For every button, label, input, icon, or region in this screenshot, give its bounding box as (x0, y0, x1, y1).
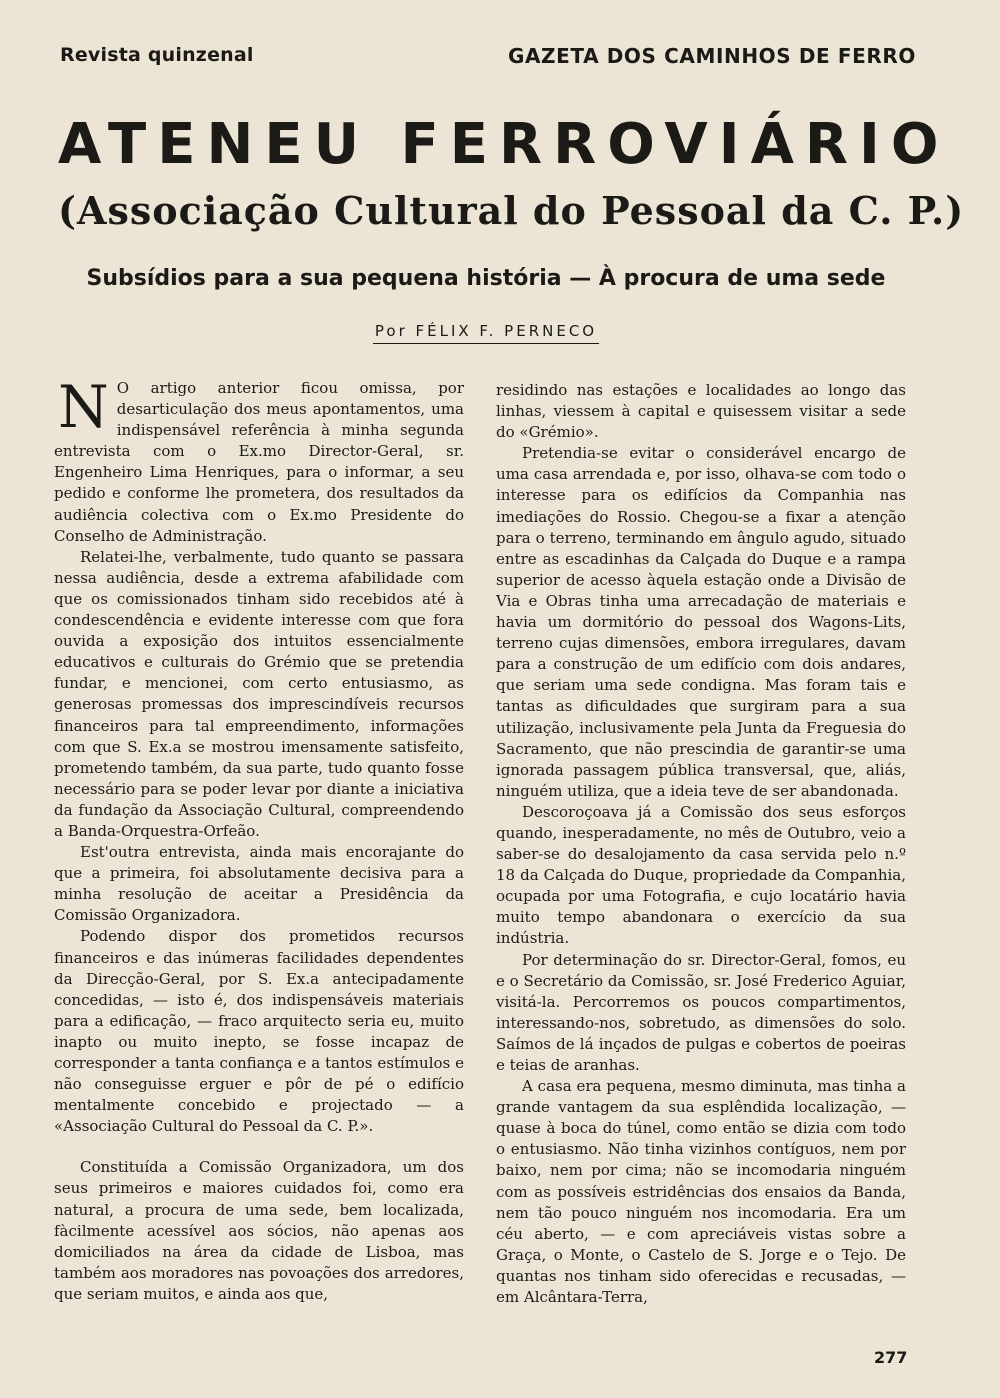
article-title-secondary: (Associação Cultural do Pessoal da C. P.) (58, 188, 965, 233)
paragraph: Descoroçoava já a Comissão dos seus esforços quando, inesperadamente, no mês de Outubro, veio a saber-se do desalojamento da casa servida pelo n.º 18 da Calçada do Duque, propriedade da Companhia, ocupada por uma Fotografia, e cujo locatário havia muito tempo abandonara o exercício da sua indústria. (496, 802, 906, 948)
paragraph: Por determinação do sr. Director-Geral, fomos, eu e o Secretário da Comissão, sr. José Frederico Aguiar, visitá-la. Percorremos os poucos compartimentos, interessando-nos, sobretudo, as dimensões do solo. Saímos de lá inçados de pulgas e cobertos de poeiras e teias de aranhas. (496, 950, 906, 1074)
column-right (496, 380, 906, 1308)
header-right: GAZETA DOS CAMINHOS DE FERRO (507, 44, 916, 68)
column-left (54, 373, 464, 1305)
paragraph: residindo nas estações e localidades ao longo das linhas, viessem à capital e quisessem visitar a sede do «Grémio». (496, 381, 906, 442)
paragraph: Relatei-lhe, verbalmente, tudo quanto se passara nessa audiência, desde a extrema afabilidade com que os comissionados tinham sido recebidos até à condescendência e evidente interesse com que fora ouvida a exposição dos intuitos essencialmente educativos e culturais do Grémio que se pretendia fundar, e mencionei, com certo entusiasmo, as generosas promessas dos imprescindíveis recursos financeiros para tal empreendimento, informações com que S. Ex.a se mostrou imensamente satisfeito, prometendo também, da sua parte, tudo quanto fosse necessário para se poder levar por diante a iniciativa da fundação da Associação Cultural, compreendendo a Banda-Orquestra-Orfeão. (54, 547, 464, 840)
paragraph: Pretendia-se evitar o considerável encargo de uma casa arrendada e, por isso, olhava-se com todo o interesse para os edifícios da Companhia nas imediações do Rossio. Chegou-se a fixar a atenção para o terreno, terminando em ângulo agudo, situado entre as escadinhas da Calçada do Duque e a rampa superior de acesso àquela estação onde a Divisão de Via e Obras tinha uma arrecadação de materiais e havia um dormitório do pessoal dos Wagons-Lits, terreno cujas dimensões, embora irregulares, davam para a construção de um edifício com dois andares, que seriam uma sede condigna. Mas foram tais e tantas as dificuldades que surgiram para a sua utilização, inclusivamente pela Junta da Freguesia do Sacramento, que não prescindia de garantir-se uma ignorada passagem pública transversal, que, aliás, ninguém utiliza, que a ideia teve de ser abandonada. (496, 444, 906, 800)
paragraph: Podendo dispor dos prometidos recursos financeiros e das inúmeras facilidades dependentes da Direcção-Geral, por S. Ex.a antecipadamente concedidas, — isto é, dos indispensáveis materiais para a edificação, — fraco arquitecto seria eu, muito inapto ou muito inepto, se fosse incapaz de corresponder a tanta confiança e a tantos estímulos e não conseguisse erguer e pôr de pé o edifício mentalmente concebido e projectado — a «Associação Cultural do Pessoal da C. P.». (54, 927, 464, 1136)
paragraph: A casa era pequena, mesmo diminuta, mas tinha a grande vantagem da sua esplêndida localização, — quase à boca do túnel, como então se dizia com todo o entusiasmo. Não tinha vizinhos contíguos, nem por baixo, nem por cima; não se incomodaria ninguém com as possíveis estridências dos ensaios da Banda, nem tão pouco ninguém nos incomodaria. Era um céu aberto, — e com apreciáveis vistas sobre a Graça, o Monte, o Castelo de S. Jorge e o Tejo. De quantas nos tinham sido oferecidas e recusadas, — em Alcântara-Terra, (496, 1077, 906, 1307)
byline-text: Por FÉLIX F. PERNECO (373, 322, 599, 344)
running-header (60, 44, 916, 68)
paragraph: Constituída a Comissão Organizadora, um dos seus primeiros e maiores cuidados foi, como era natural, a procura de uma sede, bem localizada, fàcilmente acessível aos sócios, não apenas aos domiciliados na área da cidade de Lisboa, mas também aos moradores nas povoações dos arredores, que seriam muitos, e ainda aos que, (54, 1158, 464, 1303)
paragraph-text: O artigo anterior ficou omissa, por desarticulação dos meus apontamentos, uma indispensável referência à minha segunda entrevista com o Ex.mo Director-Geral, sr. Engenheiro Lima Henriques, para o informar, a seu pedido e conforme lhe prometera, dos resultados da audiência colectiva com o Ex.mo Presidente do Conselho de Administração. (54, 379, 464, 545)
page-number: 277 (874, 1348, 908, 1367)
paragraph (54, 373, 464, 547)
byline (0, 322, 972, 344)
drop-cap: N (58, 373, 109, 441)
article-subtitle: Subsídios para a sua pequena história — À procura de uma sede (86, 266, 886, 291)
header-left: Revista quinzenal (60, 44, 254, 66)
paragraph: Est'outra entrevista, ainda mais encorajante do que a primeira, foi absolutamente decisiva para a minha resolução de aceitar a Presidência da Comissão Organizadora. (54, 843, 464, 925)
article-title: ATENEU FERROVIÁRIO (58, 112, 950, 177)
